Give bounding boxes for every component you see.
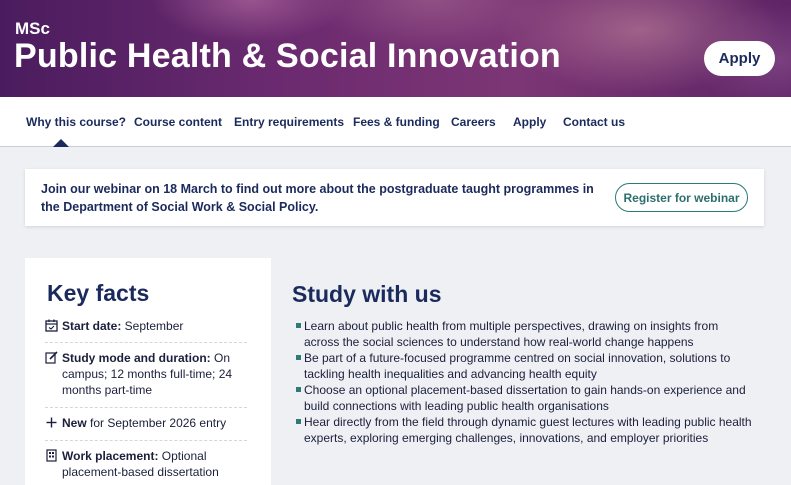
fact-value: for September 2026 entry [86, 416, 227, 430]
key-facts-title: Key facts [47, 280, 150, 306]
tab-fees-funding[interactable]: Fees & funding [353, 115, 440, 129]
page-title: Public Health & Social Innovation [14, 37, 561, 75]
webinar-banner [25, 169, 764, 226]
building-icon [45, 449, 58, 462]
tab-careers[interactable]: Careers [451, 115, 496, 129]
fact-study-mode [45, 350, 247, 398]
fact-work-placement [45, 448, 247, 480]
edit-icon [45, 351, 58, 364]
fact-label: Work placement: [62, 449, 159, 463]
calendar-icon [45, 319, 58, 332]
fact-value: Optional placement-based dissertation [62, 449, 219, 479]
study-with-us-title: Study with us [292, 281, 442, 307]
fact-label: Start date: [62, 319, 122, 333]
tab-course-content[interactable]: Course content [134, 115, 223, 129]
list-item: Choose an optional placement-based dissertation to gain hands-on experience and build connections with leading public health organisations [296, 382, 756, 414]
hero-banner [0, 0, 791, 97]
plus-icon [45, 416, 58, 429]
fact-new [45, 415, 247, 431]
tab-apply[interactable]: Apply [513, 115, 547, 129]
study-points-list [296, 318, 756, 446]
register-webinar-button[interactable]: Register for webinar [615, 183, 748, 212]
degree-type: MSc [15, 19, 50, 38]
list-item: Hear directly from the field through dynamic guest lectures with leading public health experts, exploring emerging challenges, innovations, and employer priorities [296, 414, 756, 446]
divider [45, 407, 247, 408]
fact-value: September [121, 319, 184, 333]
key-facts-panel [25, 258, 271, 485]
list-item: Be part of a future-focused programme centred on social innovation, solutions to tackling health inequalities and advancing health equity [296, 350, 756, 382]
fact-label: Study mode and duration: [62, 351, 211, 365]
fact-label: New [62, 416, 87, 430]
tab-why-this-course[interactable]: Why this course? [26, 115, 127, 129]
divider [45, 342, 247, 343]
fact-value: On campus; 12 months full-time; 24 months part-time [62, 351, 233, 397]
divider [45, 440, 247, 441]
apply-button[interactable]: Apply [704, 41, 775, 76]
course-nav [0, 97, 791, 147]
list-item: Learn about public health from multiple perspectives, drawing on insights from across the social sciences to understand how real-world change happens [296, 318, 756, 350]
webinar-text: Join our webinar on 18 March to find out more about the postgraduate taught programmes in the Department of Social Work & Social Policy. [41, 182, 594, 214]
active-tab-indicator [53, 139, 69, 147]
tab-contact-us[interactable]: Contact us [563, 115, 626, 129]
tab-entry-requirements[interactable]: Entry requirements [234, 115, 345, 129]
fact-start-date [45, 318, 247, 334]
